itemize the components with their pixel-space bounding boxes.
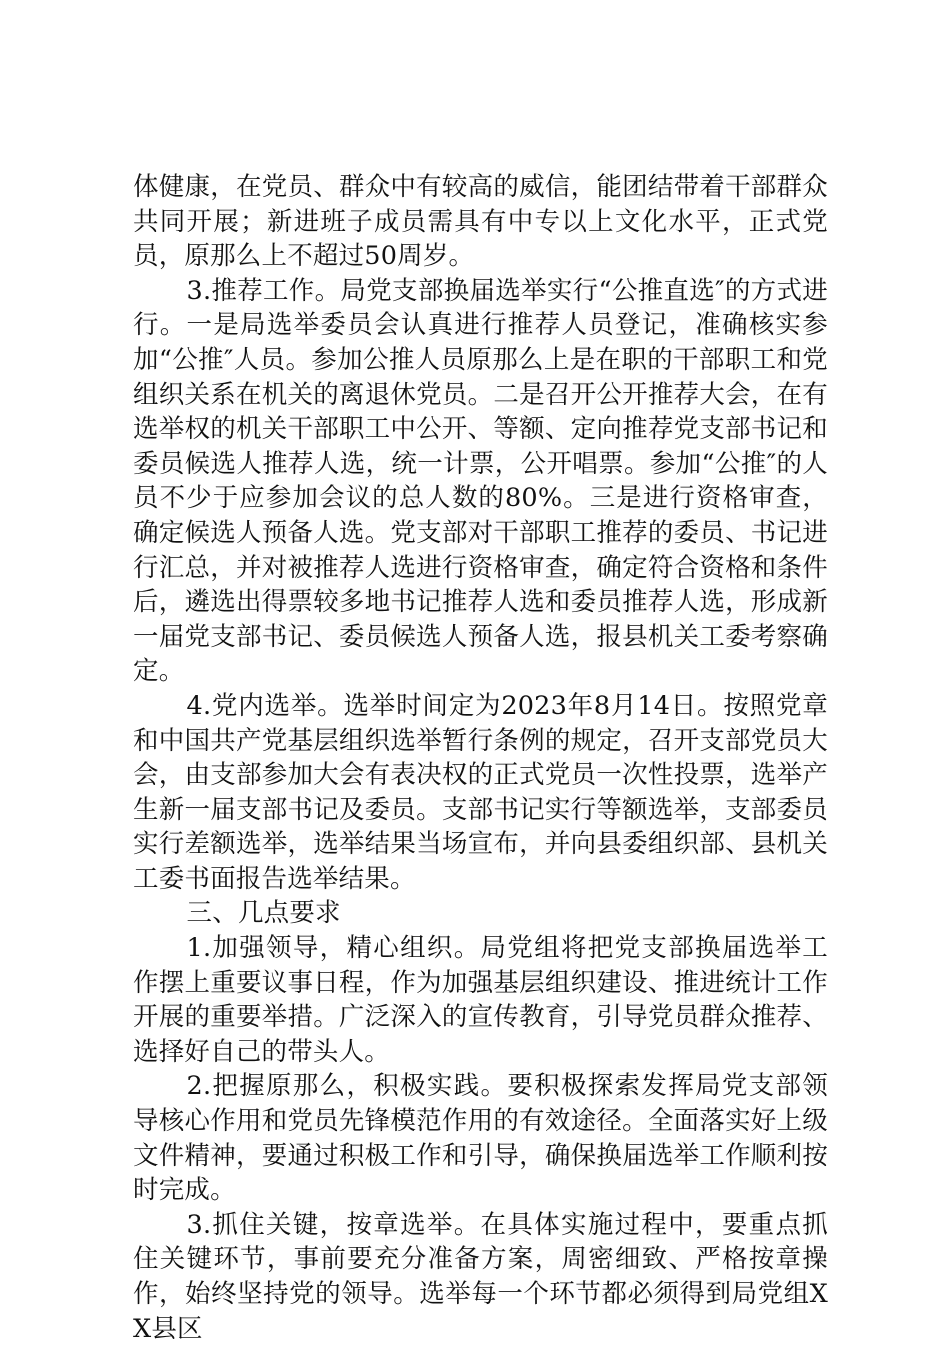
paragraph-requirement-1: 1.加强领导，精心组织。局党组将把党支部换届选举工作摆上重要议事日程，作为加强基层组织建设、推进统计工作开展的重要举措。广泛深入的宣传教育，引导党员群众推荐、选择好自己的带头人。 [133,933,828,1067]
paragraph-requirement-2: 2.把握原那么，积极实践。要积极探索发挥局党支部领导核心作用和党员先锋模范作用的有效途径。全面落实好上级文件精神，要通过积极工作和引导，确保换届选举工作顺利按时完成。 [133,1071,828,1206]
paragraph-party-election: 4.党内选举。选举时间定为2023年8月14日。按照党章和中国共产党基层组织选举暂行条例的规定，召开支部党员大会，由支部参加大会有表决权的正式党员一次性投票，选举产生新一届支部书记及委员。支部书记实行等额选举，支部委员实行差额选举，选举结果当场宣布，并向县委组织部、县机关工委书面报告选举结果。 [133,690,828,894]
document-body [133,170,828,1346]
paragraph-continuation: 体健康，在党员、群众中有较高的威信，能团结带着干部群众共同开展；新进班子成员需具有中专以上文化水平，正式党员，原那么上不超过50周岁。 [133,172,828,272]
paragraph-requirement-3: 3.抓住关键，按章选举。在具体实施过程中，要重点抓住关键环节，事前要充分准备方案，周密细致、严格按章操作，始终坚持党的领导。选举每一个环节都必须得到局党组XX县区 [133,1209,828,1344]
paragraph-recommendation-work: 3.推荐工作。局党支部换届选举实行“公推直选″的方式进行。一是局选举委员会认真进行推荐人员登记，准确核实参加“公推″人员。参加公推人员原那么上是在职的干部职工和党组织关系在机关的离退休党员。二是召开公开推荐大会，在有选举权的机关干部职工中公开、等额、定向推荐党支部书记和委员候选人推荐人选，统一计票，公开唱票。参加“公推″的人员不少于应参加会议的总人数的80%。三是进行资格审查，确定候选人预备人选。党支部对干部职工推荐的委员、书记进行汇总，并对被推荐人选进行资格审查，确定符合资格和条件后，遴选出得票较多地书记推荐人选和委员推荐人选，形成新一届党支部书记、委员候选人预备人选，报县机关工委考察确定。 [133,275,828,687]
section-heading-requirements: 三、几点要求 [186,898,341,929]
